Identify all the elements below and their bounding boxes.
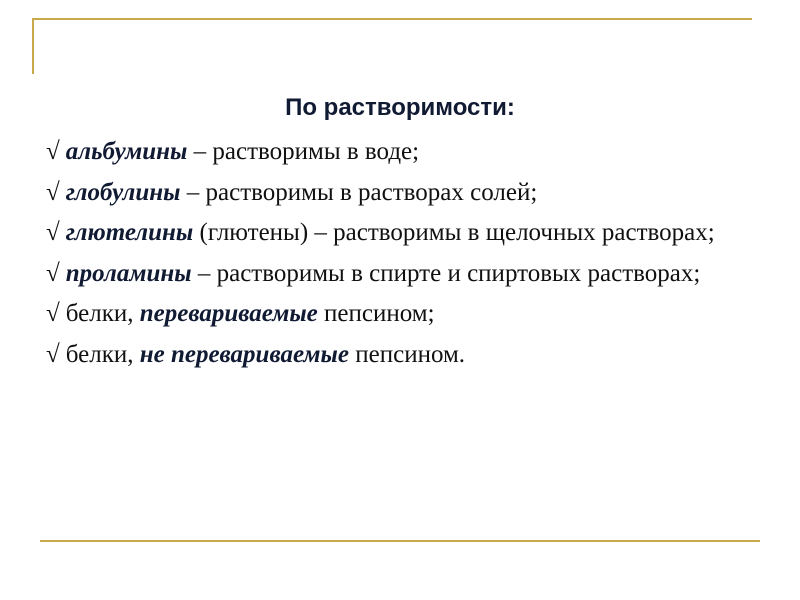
- checkmark-icon: √: [46, 340, 60, 368]
- item-term: глютелины: [65, 219, 194, 246]
- item-text: – растворимы в растворах солей;: [180, 178, 538, 206]
- item-text: пепсином;: [317, 300, 435, 327]
- list-item-albumins: [46, 136, 746, 169]
- item-term: проламины: [65, 259, 192, 287]
- checkmark-icon: √: [46, 300, 60, 327]
- item-text: – растворимы в спирте и спиртовых растворах;: [191, 259, 701, 287]
- slide-title: По растворимости:: [285, 94, 515, 121]
- item-text: пепсином.: [349, 340, 466, 368]
- list-item-prolamins: [46, 258, 746, 291]
- slide-content: [46, 136, 746, 379]
- checkmark-icon: √: [46, 219, 60, 246]
- checkmark-icon: √: [46, 178, 60, 206]
- item-text: (глютены) – растворимы в щелочных растворах;: [193, 219, 715, 246]
- item-term: перевариваемые: [139, 300, 318, 327]
- item-term: не перевариваемые: [139, 340, 349, 368]
- item-text: – растворимы в воде;: [187, 138, 420, 165]
- list-item-indigestible: [46, 339, 746, 372]
- item-term: глобулины: [65, 178, 181, 206]
- item-prefix: белки,: [65, 300, 140, 327]
- top-border-line: [32, 18, 752, 20]
- checkmark-icon: √: [46, 138, 60, 165]
- list-item-digestible: [46, 298, 746, 331]
- bottom-border-line: [40, 540, 760, 542]
- list-item-globulins: [46, 177, 746, 210]
- list-item-glutelins: [46, 217, 746, 250]
- item-prefix: белки,: [65, 340, 140, 368]
- checkmark-icon: √: [46, 259, 60, 287]
- left-border-line: [32, 18, 34, 74]
- item-term: альбумины: [65, 138, 188, 165]
